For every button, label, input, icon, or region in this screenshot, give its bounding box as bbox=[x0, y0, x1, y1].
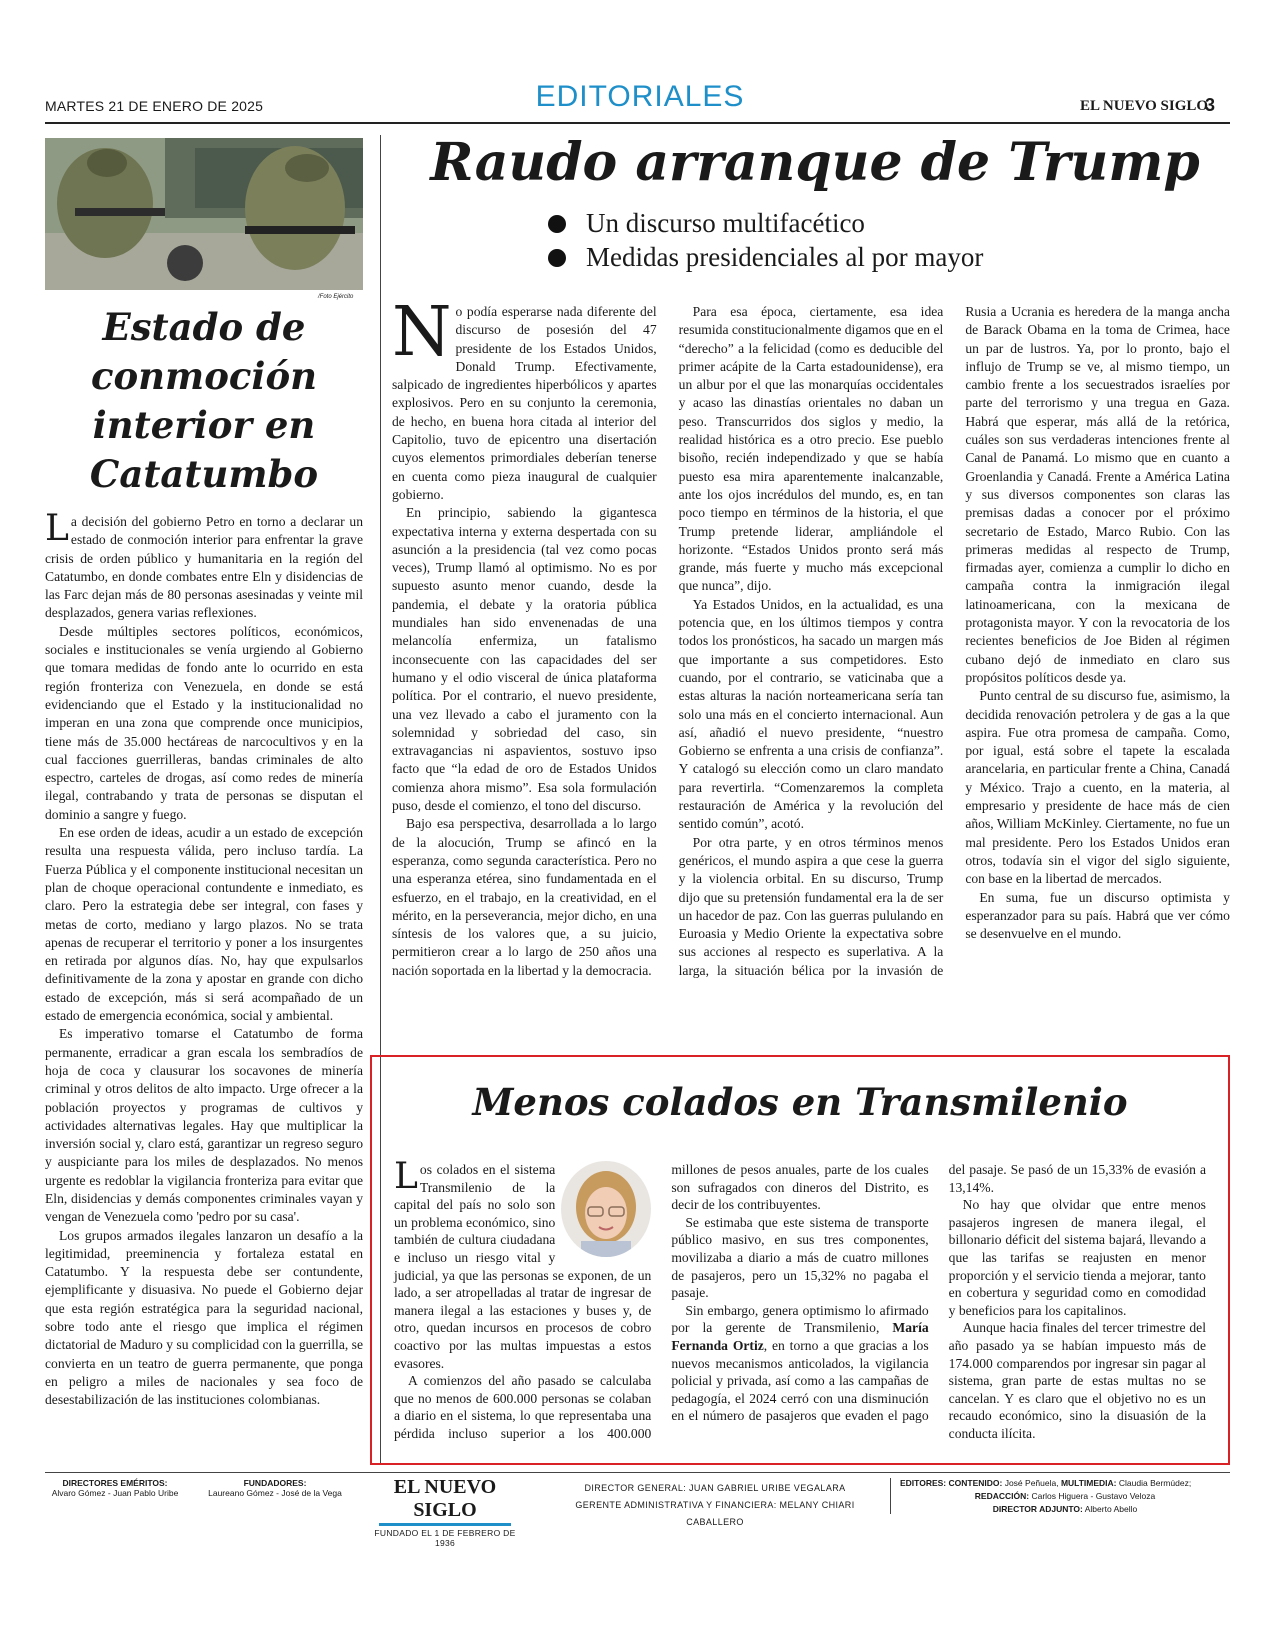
bullet-icon bbox=[548, 249, 566, 267]
soldiers-photo bbox=[45, 138, 363, 290]
manager-name: María Fernanda Ortiz bbox=[671, 1320, 929, 1353]
photo-credit: /Foto Ejército bbox=[318, 294, 354, 300]
transmilenio-article-box bbox=[370, 1055, 1230, 1465]
box-article-paragraph: Sin embargo, genera optimismo lo afirmado por la gerente de Transmilenio, María Fernanda Ortiz, en torno a que gracias a los nuevos mecanismos anticolados, la vigilancia policial y privada, así como a las campañas de pedagogía, el 2024 cerró con una disminución en el número de pasajeros que evaden el pago del pasaje. Se pasó de un 15,33% de evasión a 13,14%. bbox=[671, 1162, 1206, 1424]
main-article-deck bbox=[548, 206, 983, 274]
main-article-paragraph: En suma, fue un discurso optimista y esperanzador para su país. Habrá que ver cómo se desenvuelve en el mundo. bbox=[965, 889, 1230, 942]
main-article-paragraph: No podía esperarse nada diferente del discurso de posesión del 47 presidente de los Estados Unidos, Donald Trump. Efectivamente, salpicado de ingredientes hiperbólicos y apartes explosivos. Pero en su conjunto la ceremonia, de hecho, en buena hora citada al interior del Capitolio, tuvo de epicentro una disertación cuyos elementos primordiales deberían tenerse en cuenta como pieza inaugural de cualquier gobierno. bbox=[392, 293, 657, 502]
box-article-paragraph: Se estimaba que este sistema de transporte público masivo, en sus tres componentes, movilizaba a diario a más de cuatro millones de pasajeros, pero un 15,32% no pagaba el pasaje. bbox=[671, 1214, 929, 1301]
footer-divider bbox=[45, 1472, 1230, 1473]
main-article-paragraph: Punto central de su discurso fue, asimismo, la decidida renovación petrolera y de gas a la que aspira. Fue otra promesa de campaña. Como, por igual, está sobre el tapete la escalada arancelaria, en particular frente a China, Canadá y México. Trajo a cuento, en la materia, al empresario y presidente de hace más de cien años, William McKinley. Ciertamente, no fue un mal presidente. Pero los Estados Unidos eran otros, todavía sin el vigor del siglo siguiente, con base en la libertad de mercados. bbox=[965, 688, 1230, 887]
author-portrait bbox=[561, 1161, 651, 1257]
deck-item: Un discurso multifacético bbox=[548, 206, 983, 240]
left-article-paragraph: Desde múltiples sectores políticos, económicos, sociales e institucionales se venía urgiendo al Gobierno que tomara medidas de fondo ante lo ocurrido en esta región fronteriza con Venezuela, en donde se está evidenciando que el Estado y la institucionalidad no imperan en una zona que comprende once municipios, tiene más de 35.000 hectáreas de narcocultivos y en la cual facciones guerrilleras, bandas criminales de alto espectro, carteles de drogas, así como redes de minería ilegal, contrabando y trata de personas se disputan el dominio a sangre y fuego. bbox=[45, 623, 363, 822]
footer-separator bbox=[890, 1478, 891, 1514]
section-title: EDITORIALES bbox=[535, 80, 745, 113]
drop-cap: L bbox=[45, 513, 69, 549]
left-article-paragraph: Es imperativo tomarse el Catatumbo de forma permanente, erradicar a gran escala los sembradíos de hoja de coca y clausurar los socavones de minería criminal y otros delitos de alto impacto. Urge ofrecer a la población proyectos y programas de cultivos y actividades alternativas legales. Hay que multiplicar la inversión social y, claro está, garantizar un regreso seguro y auspiciante para los miles de desplazados. No menos urgente es redoblar la vigilancia fronteriza para evitar que Eln, disidencias y demás componentes criminales vayan y vengan de Venezuela como 'pedro por su casa'. bbox=[45, 1026, 363, 1225]
main-article-paragraph: Bajo esa perspectiva, desarrollada a lo largo de la alocución, Trump se afincó en la esperanza, como segunda característica. Pero no una esperanza etérea, sino fundamentada en el esfuerzo, en el trabajo, en la creatividad, en el mérito, en la perseverancia, mejor dicho, en una síntesis de los valores que, a su juicio, permitieron crear a lo largo de 250 años una nación soportada en la libertad y la democracia. bbox=[392, 816, 657, 978]
footer-brand bbox=[365, 1476, 525, 1548]
box-article-title: Menos colados en Transmilenio bbox=[472, 1080, 1128, 1124]
header-divider bbox=[45, 122, 1230, 124]
page-date: MARTES 21 DE ENERO DE 2025 bbox=[45, 98, 264, 114]
main-article-paragraph: Por otra parte, y en otros términos menos genéricos, el mundo aspira a que cese la guerra y la violencia orbital. En su discurso, Trump dijo que su pretensión fundamental era la de ser un hacedor de paz. Con las guerras pululando en Euroasia y Medio Oriente la expectativa sobre sus acciones al respecto es superlativa. A la larga, la situación bélica por la invasión de Rusia a Ucrania es heredera de la manga ancha de Barack Obama en la toma de Crimea, hace un par de lustros. Ya, por lo pronto, bajo el influjo de Trump se ve, al mismo tiempo, un cambio frente a los secuestrados israelíes por parte del terrorismo y una tregua en Gaza. Habrá que esperar, más allá de la retórica, cuáles son sus verdaderas intenciones frente al Canal de Panamá. Lo mismo que en cuanto a Groenlandia y Canadá. Frente a América Latina y sus diversos componentes son claras las premisas dadas a conocer por el próximo secretario de Estado, Marco Rubio. Con las primeras medidas al respecto de Trump, firmadas ayer, comienza a cumplir lo dicho en campaña contra la inmigración ilegal latinoamericana, con la mexicana de protagonista mayor. Y con la revocatoria de los recientes beneficios de Joe Biden al régimen cubano dejó de inmediato en claro sus propósitos políticos desde ya. bbox=[678, 304, 1230, 978]
left-article-title: Estado de conmoción interior en Catatumbo bbox=[89, 305, 319, 496]
bullet-icon bbox=[548, 215, 566, 233]
footer-logo: EL NUEVO SIGLO bbox=[393, 1476, 497, 1521]
main-article-paragraph: En principio, sabiendo la gigantesca expectativa interna y externa despertada con su asunción a la presidencia (tal vez como pocas veces), Trump llamó al optimismo. No es por supuesto asunto menor cuando, desde la pandemia, el debate y la oratoria pública mundiales han sido envenenadas de una melancolía enfermiza, un fatalismo inconsecuente con las capacidades del ser humano y el odio visceral de única plataforma política. Por el contrario, el nuevo presidente, una vez llevado a cabo el juramento con la solemnidad y sobriedad del caso, sin extravagancias ni aspavientos, sostuvo ipso facto que “la edad de oro de Estados Unidos comienza ahora mismo”. Esa sola formulación puso, desde el comienzo, el tono del discurso. bbox=[392, 505, 657, 814]
main-article-title: Raudo arranque de Trump bbox=[430, 132, 1200, 193]
left-article-paragraph: Los grupos armados ilegales lanzaron un desafío a la legitimidad, preeminencia y fortaleza estatal en Catatumbo. Y la respuesta debe ser contundente, ejemplificante y disuasiva. No puede el Gobierno dejar que esta región estratégica para la seguridad nacional, sobre todo ante el riesgo que implica el régimen dictatorial de Maduro y su complicidad con la guerrilla, se convierta en un teatro de guerra permanente, que ponga en peligro a miles de nacionales y sea foco de desestabilización de las instituciones colombianas. bbox=[45, 1227, 363, 1408]
main-article-paragraph: Para esa época, ciertamente, esa idea resumida constitucionalmente digamos que en el “derecho” a la felicidad (como es deducible del primer acápite de la Carta estadounidense), era un albur por el que las monarquías occidentales y acaso las dinastías orientales no daban un peso. Transcurridos dos siglos y medio, la realidad histórica es a otro precio. Ese pueblo bisoño, recién independizado y que se había puesto esa mira aparentemente inalcanzable, ante los ojos incrédulos del mundo, es, en tan poco tiempo en términos de la historia, el que Trump pretende liderar, ampliándole el horizonte. “Estados Unidos pronto será más grande, más fuerte y mucho más excepcional que nunca”, dijo. bbox=[678, 304, 944, 594]
administrative-manager: GERENTE ADMINISTRATIVA Y FINANCIERA: MELANY CHIARI CABALLERO bbox=[575, 1500, 855, 1527]
box-article-body bbox=[394, 1156, 1206, 1461]
main-article-paragraph: Ya Estados Unidos, en la actualidad, es una potencia que, en los últimos tiempos y contra todos los pronósticos, ha sacado un margen más que importante a sus competidores. Esto cuando, por el contrario, se vaticinaba que a estas alturas la nación norteamericana sería tan solo una más en el concierto internacional. Aun así, añadió el nuevo presidente, “nuestro Gobierno se enfrenta a una crisis de confianza”. Y catalogó su elección como un claro mandato para revertirla. “Comenzaremos la completa restauración de América y la revolución del sentido común”, acotó. bbox=[678, 596, 944, 832]
management bbox=[550, 1480, 880, 1531]
left-article-body bbox=[45, 513, 363, 1468]
emeritus-directors: DIRECTORES EMÉRITOS: Alvaro Gómez - Juan Pablo Uribe bbox=[51, 1478, 179, 1498]
page-number: 3 bbox=[1205, 95, 1216, 115]
editors: EDITORES: CONTENIDO: José Peñuela, MULTIMEDIA: Claudia Bermúdez; REDACCIÓN: Carlos Higuera - Gustavo Veloza DIRECTOR ADJUNTO: Alberto Abello bbox=[900, 1478, 1192, 1514]
box-article-paragraph: Los colados en el sistema Transmilenio de la capital del país no solo son un problema económico, sino también de cultura ciudadana e incluso un riesgo vital y judicial, ya que las personas se exponen, de un lado, a ser atropelladas al tratar de ingresar de manera ilegal a las estaciones y buses y, de otro, quedan incursos en procesos de cobro coactivo por las multas impuestas a estos evasores. bbox=[394, 1156, 652, 1371]
left-article-paragraph: En ese orden de ideas, acudir a un estado de excepción resulta una respuesta válida, pero incluso tardía. La Fuerza Pública y el componente institucional necesitan un plan de choque operacional contundente e inmediato, es claro. Pero la estrategia debe ser integral, con fases y metas de corto, mediano y largo plazos. No se trata apenas de recuperar el territorio y poner a los insurgentes en retirada por algunos días. No, hay que expulsarlos definitivamente de la zona y apostar en grande con dicho estado de excepción, más si será acompañado de un estado de emergencia económica, social y ambiental. bbox=[45, 825, 363, 1024]
newspaper-brand: EL NUEVO SIGLO bbox=[1080, 98, 1209, 114]
drop-cap: L bbox=[394, 1156, 418, 1197]
logo-underline bbox=[379, 1523, 511, 1526]
founders: FUNDADORES: Laureano Gómez - José de la Vega bbox=[208, 1478, 342, 1498]
left-article-paragraph: La decisión del gobierno Petro en torno a declarar un estado de conmoción interior para enfrentar la grave crisis de orden público y humanitaria en la región del Catatumbo, en donde combates entre Eln y disidencias de las Farc dejan más de 80 personas asesinadas y veinte mil desplazados, genera varias reflexiones. bbox=[45, 513, 363, 621]
box-article-paragraph: Aunque hacia finales del tercer trimestre del año pasado ya se habían impuesto más de 174.000 comparendos por ingresar sin pagar al sistema, gran parte de estas multas no se cancelan. Y es claro que el objetivo no es un recaudo económico, sino la disuasión de la conducta ilícita. bbox=[948, 1320, 1206, 1441]
box-article-paragraph: A comienzos del año pasado se calculaba que no menos de 600.000 personas se colaban a diario en el sistema, lo que representaba una pérdida incluso superior a los 400.000 millones de pesos anuales, parte de los cuales son sufragados con dineros del Distrito, es decir de los contribuyentes. bbox=[394, 1162, 929, 1441]
director-general: DIRECTOR GENERAL: JUAN GABRIEL URIBE VEGALARA bbox=[584, 1483, 846, 1493]
main-article-body bbox=[392, 293, 1230, 1043]
drop-cap: N bbox=[392, 293, 452, 372]
deck-item: Medidas presidenciales al por mayor bbox=[548, 240, 983, 274]
box-article-paragraph: No hay que olvidar que entre menos pasajeros ingresen de manera ilegal, el billonario déficit del sistema bajará, llevando a que las tarifas se reajusten en menor proporción y el servicio tienda a mejorar, tanto en cobertura y seguridad como en comodidad y beneficios para los capitalinos. bbox=[948, 1197, 1206, 1318]
founded-date: FUNDADO EL 1 DE FEBRERO DE 1936 bbox=[374, 1528, 516, 1548]
